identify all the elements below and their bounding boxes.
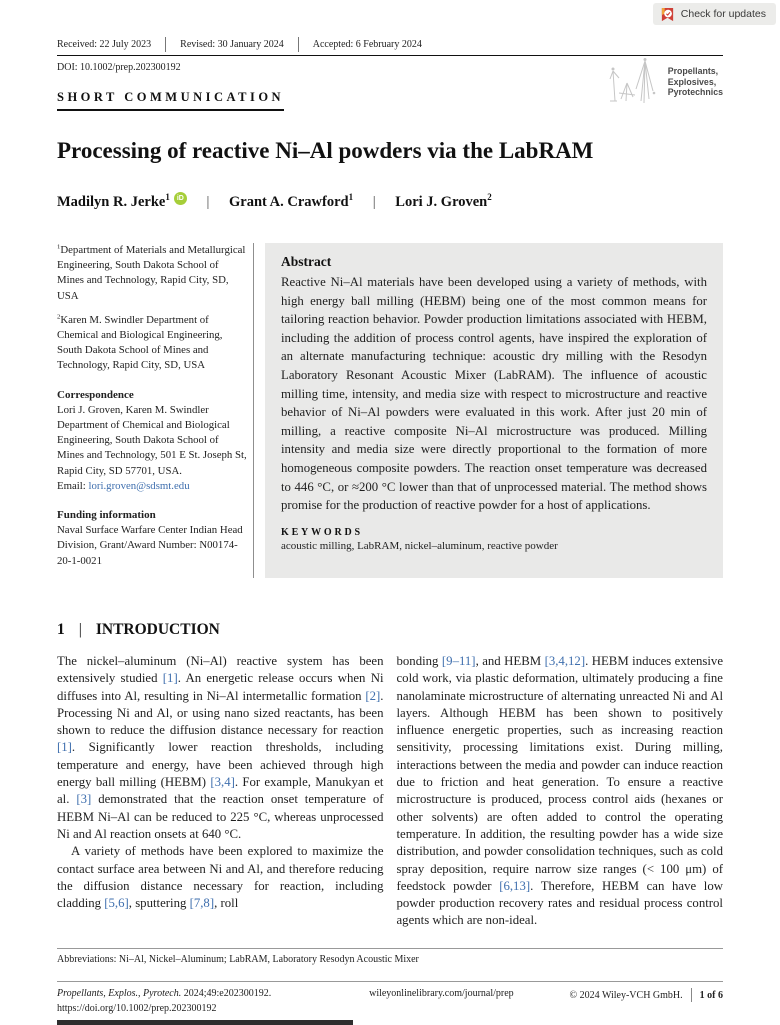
citation-link[interactable]: [2] xyxy=(365,688,381,703)
body-text: . HEBM induces extensive cold work, via plastic deformation, ultimately producing a fine nanolaminate microstructure of alternating unreacted Ni and Al layers. Although HEBM has been shown to positively influence energetic properties, such as increasing reaction sensitivity, processing limitations exist. During milling, interactions between the media and powder can induce reaction due to friction and heat generation. To ensure a reactive microstructure is produced, process control aids (hexanes or other solvents) are often added to control the operating temperature. In addition, the resulting powder has a wide size distribution, and powder consolidation techniques, such as cold spray deposition, require narrow size ranges (< 100 μm) of feedstock powder xyxy=(396,654,724,893)
received-date: Received: 22 July 2023 xyxy=(57,39,152,50)
author-divider: | xyxy=(372,193,376,210)
body-text: , and HEBM xyxy=(475,654,545,668)
body-paragraph xyxy=(57,653,384,843)
copyright-text: © 2024 Wiley-VCH GmbH. xyxy=(569,989,683,1001)
footer-doi-link[interactable]: https://doi.org/10.1002/prep.202300192 xyxy=(57,1003,217,1014)
keywords-heading: KEYWORDS xyxy=(281,526,363,538)
orcid-icon[interactable]: iD xyxy=(174,192,187,205)
affiliation-2: $^2$Karen M. Swindler Department of Chemical and Biological Engineering, South Dakota School of Mines and Technology, Rapid City, SD, USA xyxy=(57,313,223,372)
citation-link[interactable]: [1] xyxy=(162,671,178,686)
badge-label: Check for updates xyxy=(680,8,766,20)
body-text: . For example, Manukyan et al. xyxy=(57,775,384,807)
check-for-updates-button[interactable] xyxy=(653,3,776,25)
citation-link[interactable]: [1] xyxy=(57,740,72,755)
citation-link[interactable]: [7,8] xyxy=(189,896,215,911)
journal-name-line3: Pyrotechnics xyxy=(667,87,723,98)
citation-link[interactable]: [5,6] xyxy=(104,896,129,911)
footer-divider xyxy=(691,988,692,1002)
abstract-text: Reactive Ni–Al materials have been developed using a variety of methods, with high energy ball milling (HEBM) being one of the most common means for tailoring reaction behavior. Powder production limitations associated with HEBM, including the addition of process control agents, have inspired the exploration of an alternate manufacturing technique: acoustic dry milling with the Resodyn Laboratory Resonant Acoustic Mixer (LabRAM). The influence of acoustic milling time, intensity, and media size with respect to microstructure and reactive behavior of Ni–Al powders were evaluated in this work. After just 20 min of milling, a reactive composite Ni–Al microstructure was produced. Milling intensity and media size were directly proportional to the formation of more homogeneous composite powders. The reaction onset temperature was decreased to 446 °C, or ≈200 °C lower than that of unprocessed material. The method shows promise for the production of reactive powder for a host of applications. xyxy=(281,275,707,513)
author-divider: | xyxy=(206,193,210,210)
author-name: Grant A. Crawford$^1$ xyxy=(229,192,354,210)
article-type-label: SHORT COMMUNICATION xyxy=(57,90,284,111)
body-text: . Processing Ni and Al, or using nano sized reactants, has been shown to reduce the diffusion distance necessary for reaction xyxy=(57,688,384,738)
body-columns xyxy=(57,653,723,930)
email-link[interactable]: lori.groven@sdsmt.edu xyxy=(88,479,190,492)
scan-edge-artifact xyxy=(57,1020,353,1025)
footer-citation: Propellants, Explos., Pyrotech. 2024;49:e202300192. https://doi.org/10.1002/prep.202300192 xyxy=(57,988,313,1014)
footer xyxy=(57,988,723,1014)
accepted-date: Accepted: 6 February 2024 xyxy=(312,39,422,50)
fireworks-icon xyxy=(605,57,663,107)
page-number: 1 of 6 xyxy=(699,989,723,1001)
page-title: Processing of reactive Ni–Al powders via the LabRAM xyxy=(57,138,594,163)
date-divider xyxy=(298,37,299,52)
footer-site-link[interactable]: wileyonlinelibrary.com/journal/prep xyxy=(369,988,514,999)
body-text: bonding xyxy=(396,654,442,668)
sidebar-divider xyxy=(253,243,254,578)
funding-text: Naval Surface Warfare Center Indian Head Division, Grant/Award Number: N00174-20-1-0021 xyxy=(57,524,243,567)
journal-name-line2: Explosives, xyxy=(667,76,717,87)
keywords-text: acoustic milling, LabRAM, nickel–aluminum, reactive powder xyxy=(281,539,558,552)
body-paragraph xyxy=(57,843,384,912)
footnote-rule xyxy=(57,948,723,949)
journal-name-line1: Propellants, xyxy=(667,66,719,77)
body-text: demonstrated that the reaction onset temperature of HEBM Ni–Al can be reduced to 225 °C, whereas unprocessed Ni and Al reaction onsets at 640 °C. xyxy=(57,792,384,841)
citation-link[interactable]: [3,4] xyxy=(210,775,235,790)
doi-line: DOI: 10.1002/prep.202300192 xyxy=(57,62,181,73)
citation-link[interactable]: [3] xyxy=(76,792,92,807)
abbreviations-footnote: Abbreviations: Ni–Al, Nickel–Aluminum; LabRAM, Laboratory Resodyn Acoustic Mixer xyxy=(57,954,419,965)
revised-date: Revised: 30 January 2024 xyxy=(180,39,284,50)
funding-heading: Funding information xyxy=(57,509,156,522)
journal-logo xyxy=(605,57,723,107)
body-left-column xyxy=(57,653,384,930)
footer-rule xyxy=(57,981,723,982)
section-heading-introduction: 1 | INTRODUCTION xyxy=(57,621,220,638)
body-text: . An energetic release occurs when Ni diffuses into Al, resulting in Ni–Al intermetallic formation xyxy=(57,671,384,703)
header-rule xyxy=(57,55,723,56)
correspondence-heading: Correspondence xyxy=(57,388,134,401)
body-text: , sputtering xyxy=(128,896,190,911)
correspondence-text: Lori J. Groven, Karen M. Swindler Department of Chemical and Biological Engineering, South Dakota School of Mines and Technology, 501 E St. Joseph St, Rapid City, SD 57701, USA. Email: lori.groven@sdsmt.edu xyxy=(57,403,247,492)
body-text: The nickel–aluminum (Ni–Al) reactive system has been extensively studied xyxy=(57,654,384,686)
footer-right xyxy=(570,988,723,1002)
sidebar xyxy=(57,243,247,578)
crossmark-icon xyxy=(660,7,675,22)
info-section xyxy=(57,243,723,578)
body-text: . Significantly lower reaction thresholds, including temperature and energy, have been achieved through high energy ball milling (HEBM) xyxy=(57,740,384,790)
author-list xyxy=(57,192,723,211)
body-text: , roll xyxy=(214,896,239,911)
body-text: . Therefore, HEBM can have low powder production recovery rates and residual process control agents which are non-ideal. xyxy=(396,878,724,928)
affiliation-1: $^1$Department of Materials and Metallurgical Engineering, South Dakota School of Mines and Technology, Rapid City, SD, USA xyxy=(57,243,246,302)
author-name: Lori J. Groven$^2$ xyxy=(395,192,492,210)
history-dates xyxy=(57,37,723,52)
citation-link[interactable]: [9–11] xyxy=(441,654,476,668)
abstract-heading: Abstract xyxy=(281,254,332,269)
date-divider xyxy=(165,37,166,52)
author-name: Madilyn R. Jerke$^1$ xyxy=(57,192,170,210)
body-right-column xyxy=(397,653,724,930)
citation-link[interactable]: [3,4,12] xyxy=(544,654,586,668)
abstract-box xyxy=(265,243,723,578)
body-text: A variety of methods have been explored to maximize the contact surface area between Ni and Al, and therefore reducing the diffusion distance necessary for reaction, including cladding xyxy=(57,844,384,911)
body-paragraph xyxy=(397,653,724,930)
citation-link[interactable]: [6,13] xyxy=(499,878,531,893)
